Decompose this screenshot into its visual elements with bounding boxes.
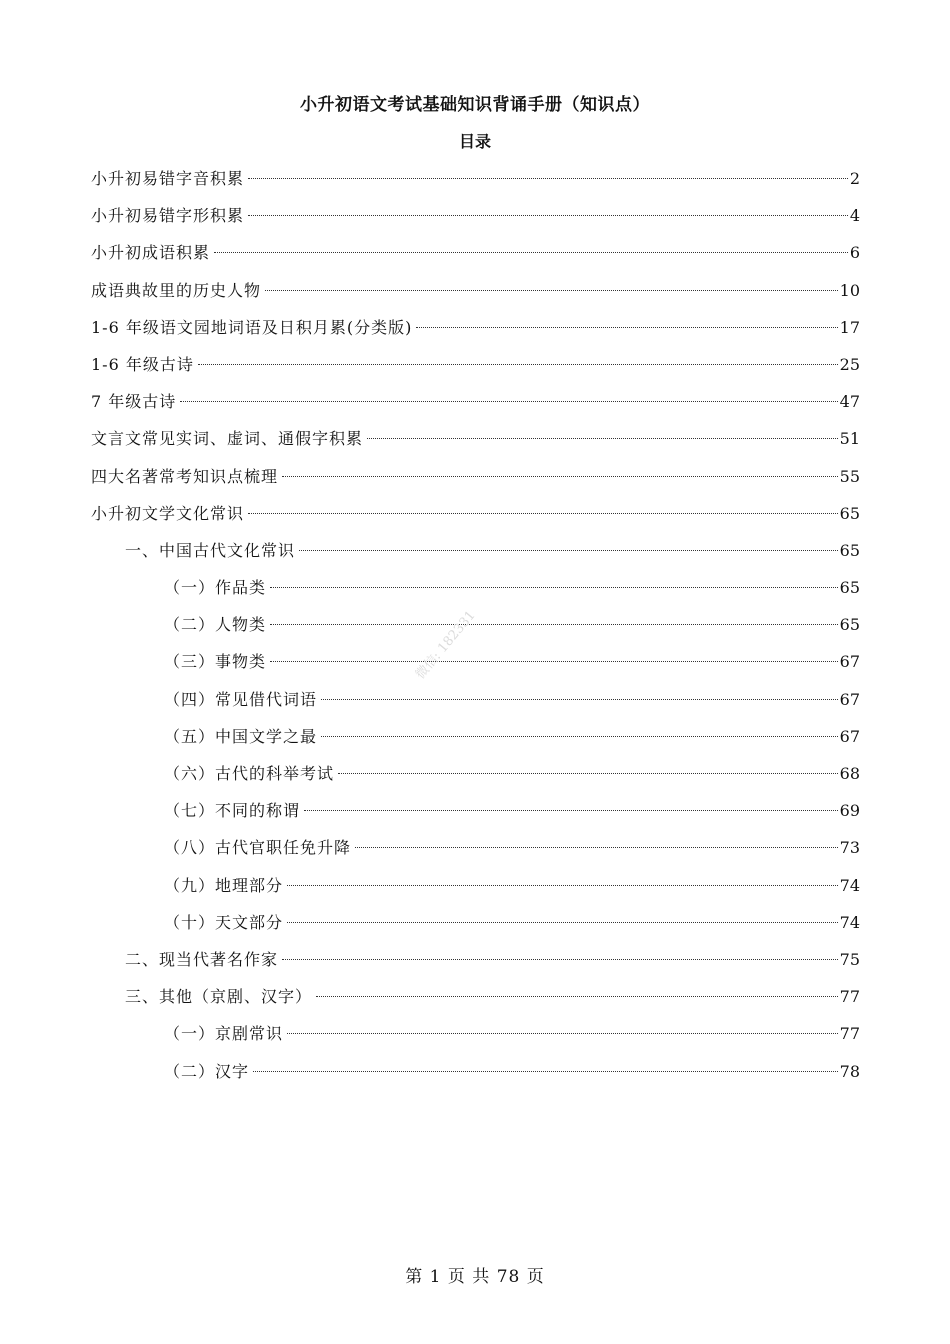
toc-dot-leader (367, 438, 838, 439)
toc-entry-label: 成语典故里的历史人物 (91, 280, 262, 300)
toc-entry-page-number: 6 (849, 243, 860, 263)
toc-dot-leader (321, 736, 838, 737)
toc-dot-leader (416, 327, 837, 328)
toc-entry-label: 7 年级古诗 (91, 392, 177, 412)
toc-entry[interactable] (91, 532, 860, 569)
toc-entry[interactable] (91, 978, 860, 1015)
toc-entry[interactable] (91, 495, 860, 532)
toc-dot-leader (321, 699, 838, 700)
toc-entry-label: （三）事物类 (164, 652, 267, 672)
toc-entry-page-number: 68 (839, 764, 860, 783)
toc-dot-leader (214, 252, 848, 253)
toc-entry-label: 小升初文学文化常识 (91, 503, 245, 523)
toc-dot-leader (282, 476, 838, 477)
toc-entry-label: （九）地理部分 (164, 875, 284, 895)
toc-entry[interactable] (91, 755, 860, 792)
page-footer: 第 1 页 共 78 页 (405, 1267, 545, 1287)
toc-dot-leader (253, 1071, 838, 1072)
toc-dot-leader (338, 773, 838, 774)
toc-entry-label: （二）汉字 (164, 1061, 250, 1081)
toc-entry-label: 小升初易错字形积累 (91, 206, 245, 226)
toc-dot-leader (180, 401, 837, 402)
watermark: 微信: 182331 (413, 608, 479, 683)
toc-entry-page-number: 65 (839, 503, 860, 523)
toc-entry-page-number: 65 (839, 578, 860, 598)
table-of-contents (91, 160, 860, 1090)
toc-entry[interactable] (91, 792, 860, 829)
toc-entry[interactable] (91, 272, 860, 309)
toc-dot-leader (198, 364, 838, 365)
toc-entry-page-number: 77 (839, 987, 860, 1007)
toc-dot-leader (282, 959, 838, 960)
toc-entry-label: 小升初易错字音积累 (91, 169, 245, 188)
toc-entry-page-number: 4 (849, 206, 860, 226)
toc-entry[interactable] (91, 383, 860, 420)
toc-dot-leader (270, 587, 838, 588)
toc-entry[interactable] (91, 569, 860, 606)
toc-entry-label: 1-6 年级古诗 (91, 354, 194, 374)
toc-entry-label: （十）天文部分 (164, 912, 284, 932)
toc-dot-leader (270, 624, 838, 625)
toc-entry-label: （六）古代的科举考试 (164, 764, 335, 783)
toc-entry-page-number: 77 (839, 1024, 860, 1044)
toc-entry-label: 四大名著常考知识点梳理 (91, 466, 279, 486)
toc-entry[interactable] (91, 606, 860, 643)
toc-entry[interactable] (91, 160, 860, 197)
toc-dot-leader (316, 996, 838, 997)
toc-entry[interactable] (91, 420, 860, 457)
toc-entry-page-number: 51 (839, 429, 860, 449)
toc-entry-page-number: 55 (839, 466, 860, 486)
toc-entry-page-number: 73 (839, 838, 860, 858)
toc-entry-page-number: 65 (839, 615, 860, 635)
toc-entry-page-number: 75 (839, 949, 860, 969)
toc-entry-label: 一、中国古代文化常识 (125, 540, 296, 560)
toc-entry-page-number: 69 (839, 801, 860, 821)
toc-entry-label: 小升初成语积累 (91, 243, 211, 263)
toc-entry-page-number: 67 (839, 652, 860, 672)
toc-entry-page-number: 2 (849, 169, 860, 188)
toc-entry-label: （五）中国文学之最 (164, 726, 318, 746)
toc-entry-page-number: 67 (839, 689, 860, 709)
toc-entry[interactable] (91, 941, 860, 978)
toc-entry[interactable] (91, 681, 860, 718)
toc-entry[interactable] (91, 309, 860, 346)
toc-dot-leader (287, 922, 838, 923)
toc-entry-page-number: 17 (839, 317, 860, 337)
toc-entry-label: （八）古代官职任免升降 (164, 838, 352, 858)
toc-entry-label: （七）不同的称谓 (164, 801, 301, 821)
toc-entry-page-number: 65 (839, 540, 860, 560)
toc-entry[interactable] (91, 904, 860, 941)
toc-entry-page-number: 25 (839, 354, 860, 374)
toc-entry-page-number: 10 (839, 280, 860, 300)
toc-entry-page-number: 74 (839, 912, 860, 932)
toc-entry[interactable] (91, 458, 860, 495)
toc-entry-label: 二、现当代著名作家 (125, 949, 279, 969)
toc-dot-leader (304, 810, 838, 811)
toc-entry-label: 1-6 年级语文园地词语及日积月累(分类版) (91, 317, 413, 337)
toc-entry-label: （一）京剧常识 (164, 1024, 284, 1044)
toc-entry[interactable] (91, 1015, 860, 1052)
toc-entry-label: （一）作品类 (164, 578, 267, 598)
toc-entry-label: （四）常见借代词语 (164, 689, 318, 709)
toc-dot-leader (248, 513, 838, 514)
toc-entry-page-number: 74 (839, 875, 860, 895)
toc-entry[interactable] (91, 718, 860, 755)
toc-entry-page-number: 67 (839, 726, 860, 746)
toc-dot-leader (248, 178, 848, 179)
toc-dot-leader (299, 550, 838, 551)
toc-entry-page-number: 47 (839, 392, 860, 412)
document-title: 小升初语文考试基础知识背诵手册（知识点） (300, 95, 650, 115)
toc-dot-leader (248, 215, 848, 216)
toc-entry[interactable] (91, 867, 860, 904)
toc-entry[interactable] (91, 234, 860, 271)
toc-dot-leader (287, 1033, 838, 1034)
toc-entry[interactable] (91, 829, 860, 866)
toc-entry-label: （二）人物类 (164, 615, 267, 635)
toc-entry[interactable] (91, 197, 860, 234)
toc-entry-label: 文言文常见实词、虚词、通假字积累 (91, 429, 364, 449)
toc-dot-leader (270, 661, 838, 662)
toc-entry[interactable] (91, 643, 860, 680)
toc-entry-page-number: 78 (839, 1061, 860, 1081)
toc-dot-leader (287, 885, 838, 886)
toc-entry[interactable] (91, 346, 860, 383)
toc-dot-leader (265, 290, 838, 291)
toc-entry[interactable] (91, 1053, 860, 1090)
toc-entry-label: 三、其他（京剧、汉字） (125, 987, 313, 1007)
toc-heading: 目录 (458, 132, 491, 151)
toc-dot-leader (355, 847, 838, 848)
